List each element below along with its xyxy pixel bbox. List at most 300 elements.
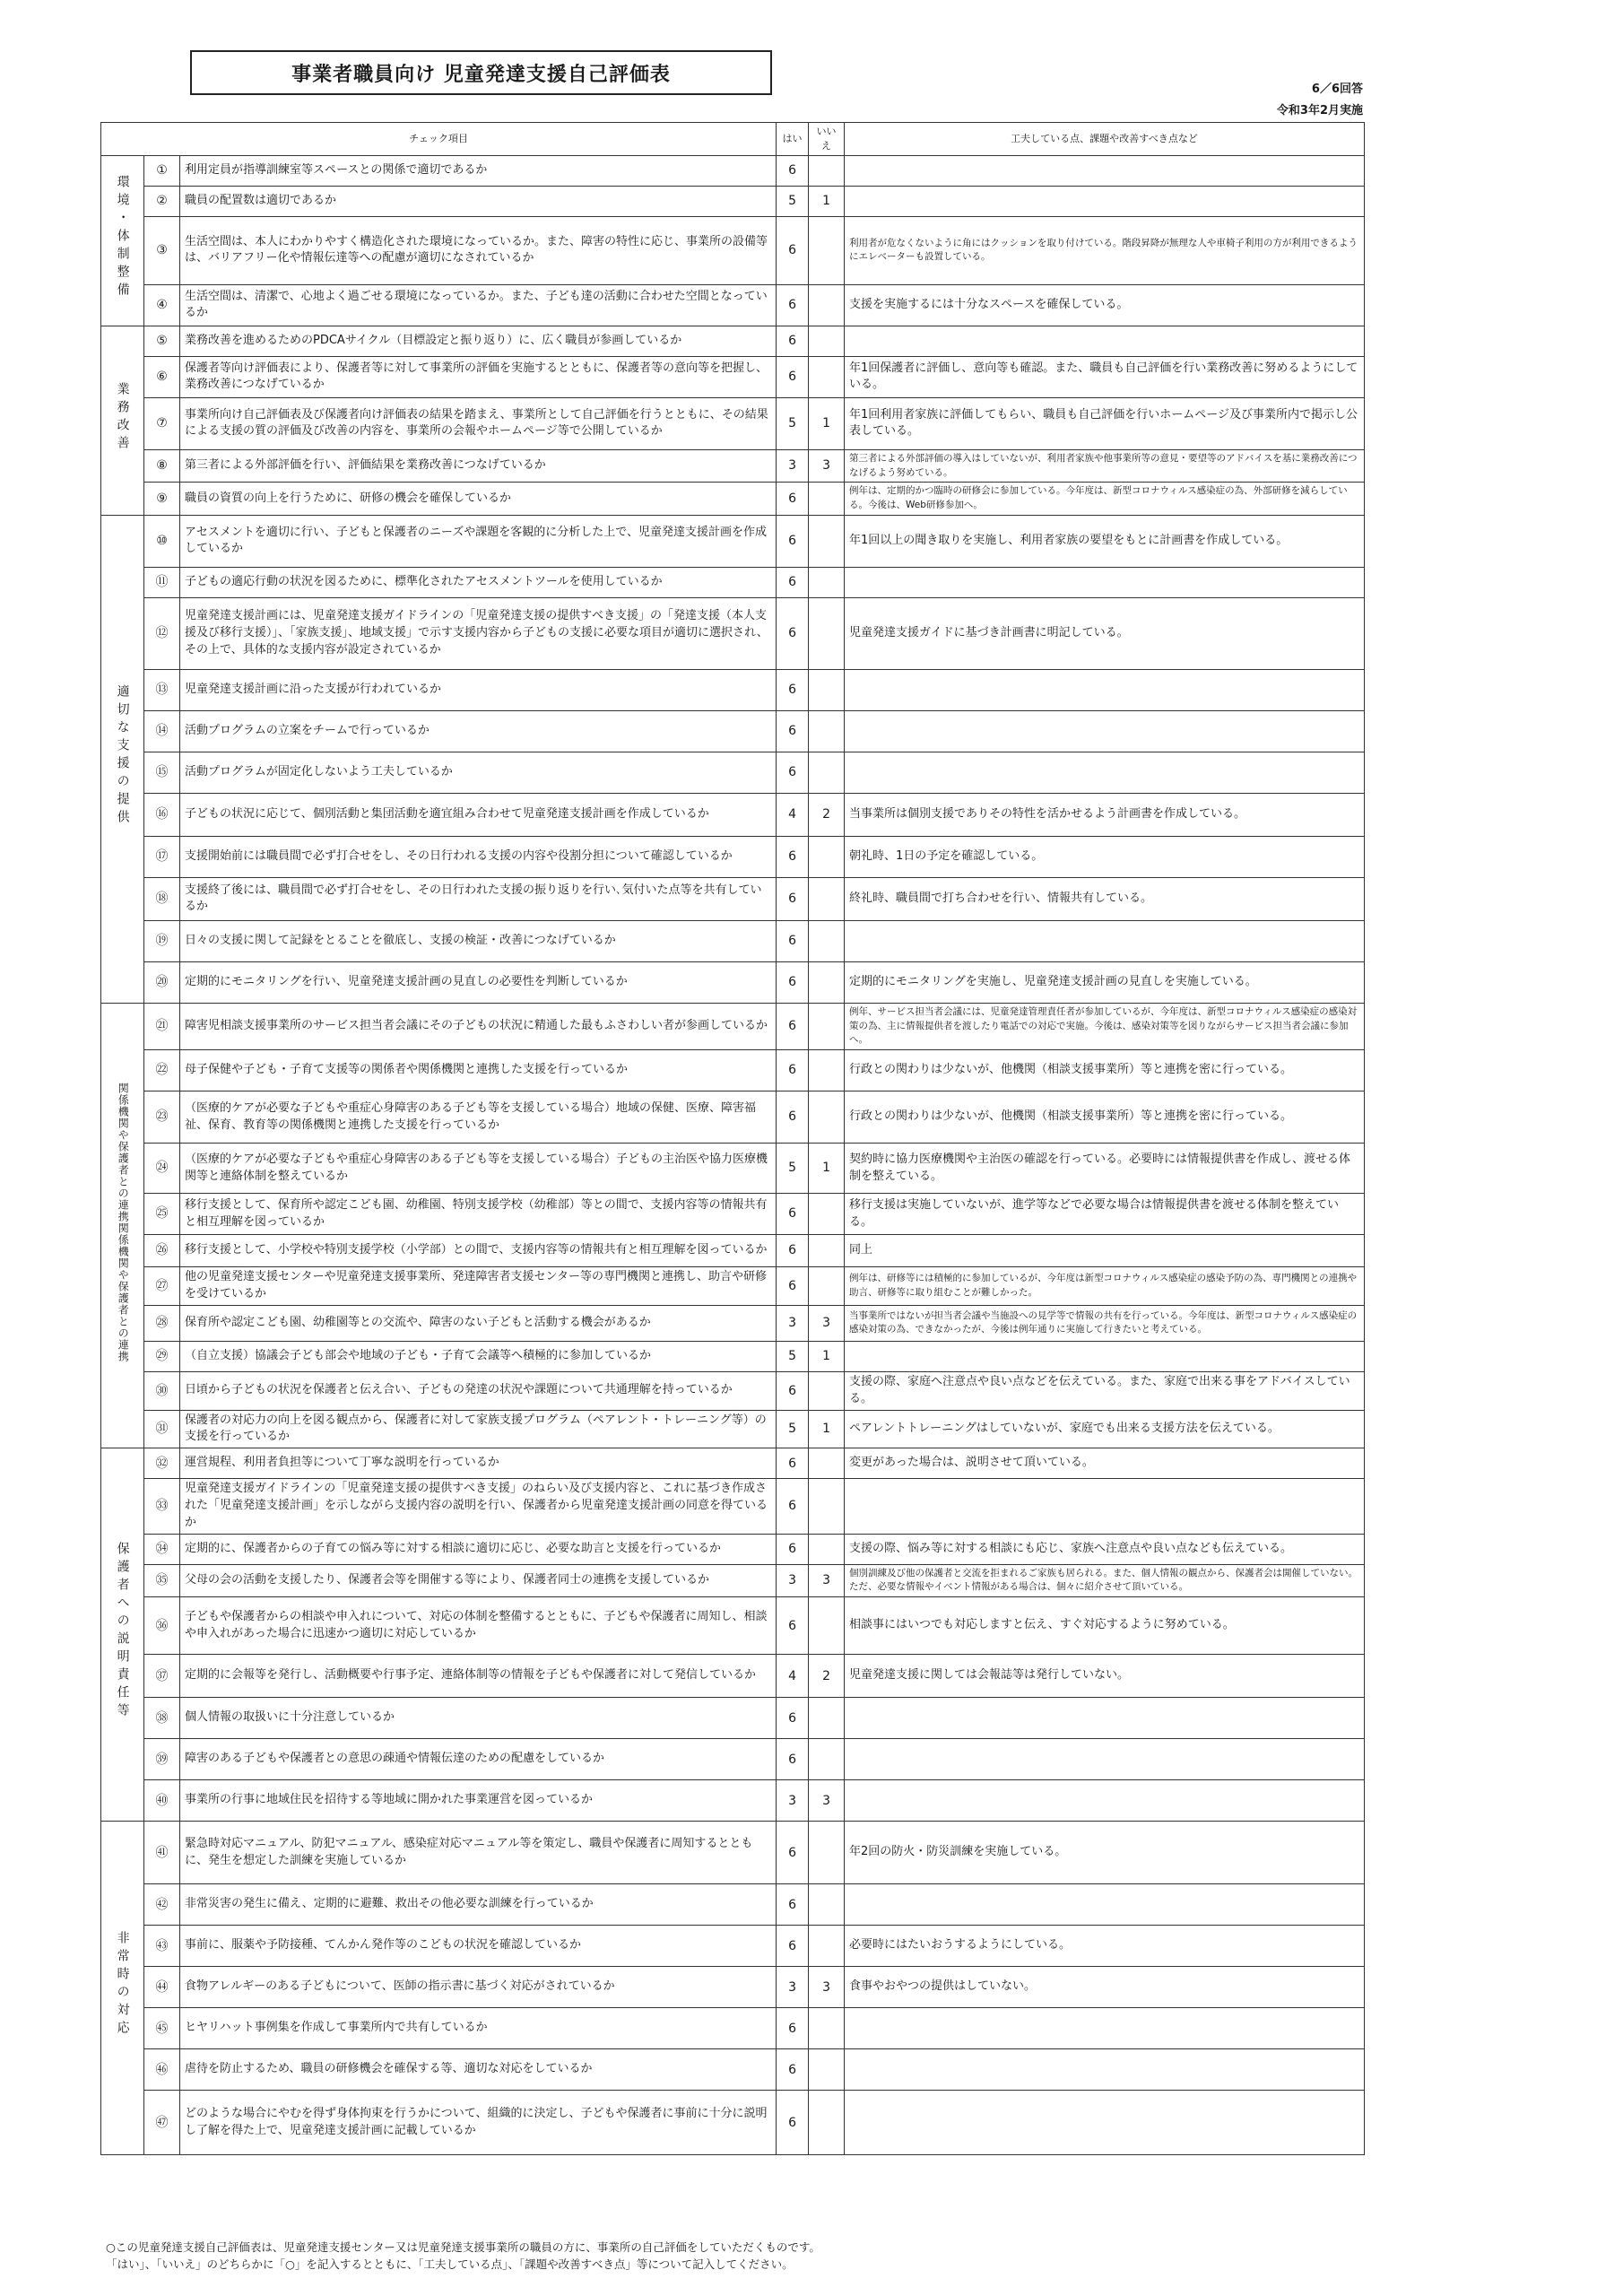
item-number: ㉑	[144, 1003, 180, 1049]
table-row	[101, 567, 1365, 597]
check-item: 食物アレルギーのある子どもについて、医師の指示書に基づく対応がされているか	[180, 1967, 777, 2008]
item-number: ⑭	[144, 710, 180, 752]
check-item: 父母の会の活動を支援したり、保護者会等を開催する等により、保護者同士の連携を支援しているか	[180, 1564, 777, 1597]
item-number: ⑱	[144, 877, 180, 920]
check-item: 生活空間は、清潔で、心地よく過ごせる環境になっているか。また、子ども達の活動に合わせた空間となっているか	[180, 284, 777, 326]
yes-count: 6	[777, 1822, 809, 1884]
yes-count: 6	[777, 1534, 809, 1564]
check-item: 第三者による外部評価を行い、評価結果を業務改善につなげているか	[180, 449, 777, 483]
check-item: 事業所向け自己評価表及び保護者向け評価表の結果を踏まえ、事業所として自己評価を行うとともに、その結果による支援の質の評価及び改善の内容を、事業所の会報やホームページ等で公開しているか	[180, 397, 777, 449]
yes-count: 6	[777, 1479, 809, 1535]
check-item: 運営規程、利用者負担等について丁寧な説明を行っているか	[180, 1448, 777, 1479]
check-item: 職員の資質の向上を行うために、研修の機会を確保しているか	[180, 483, 777, 516]
page-title	[190, 50, 772, 95]
yes-count: 6	[777, 1194, 809, 1235]
item-number: ⑩	[144, 515, 180, 567]
no-count: 1	[809, 397, 845, 449]
yes-count: 6	[777, 1739, 809, 1780]
comment: 例年は、研修等には積極的に参加しているが、今年度は新型コロナウィルス感染症の感染予防の為、専門機関との連携や助言、研修等に取り組むことが難しかった。	[845, 1267, 1365, 1306]
comment: 支援の際、家庭へ注意点や良い点などを伝えている。また、家庭で出来る事をアドバイスしている。	[845, 1371, 1365, 1410]
column-header-item: チェック項目	[101, 123, 777, 156]
no-count	[809, 356, 845, 397]
check-item: 子どもの状況に応じて、個別活動と集団活動を適宜組み合わせて児童発達支援計画を作成しているか	[180, 793, 777, 836]
no-count	[809, 752, 845, 793]
item-number: ㉞	[144, 1534, 180, 1564]
item-number: ㉓	[144, 1091, 180, 1144]
no-count	[809, 961, 845, 1003]
item-number: ㉔	[144, 1144, 180, 1194]
no-count	[809, 877, 845, 920]
table-row	[101, 515, 1365, 567]
no-count	[809, 216, 845, 284]
yes-count: 3	[777, 1305, 809, 1341]
check-item: 定期的に、保護者からの子育ての悩み等に対する相談に適切に応じ、必要な助言と支援を行っているか	[180, 1534, 777, 1564]
check-item: 母子保健や子ども・子育て支援等の関係者や関係機関と連携した支援を行っているか	[180, 1050, 777, 1091]
table-row	[101, 326, 1365, 356]
table-row	[101, 1050, 1365, 1091]
comment: 年2回の防火・防災訓練を実施している。	[845, 1822, 1365, 1884]
yes-count: 5	[777, 397, 809, 449]
check-item: 児童発達支援計画には、児童発達支援ガイドラインの「児童発達支援の提供すべき支援」の「発達支援（本人支援及び移行支援）」、「家族支援」、地域支援」で示す支援内容から子どもの支援に必要な項目が適切に選択され、その上で、具体的な支援内容が設定されているか	[180, 597, 777, 669]
yes-count: 6	[777, 920, 809, 961]
item-number: ⑮	[144, 752, 180, 793]
no-count	[809, 1479, 845, 1535]
no-count	[809, 1739, 845, 1780]
no-count	[809, 597, 845, 669]
comment: 終礼時、職員間で打ち合わせを行い、情報共有している。	[845, 877, 1365, 920]
check-item: 職員の配置数は適切であるか	[180, 186, 777, 216]
category-label	[101, 155, 144, 326]
table-row	[101, 961, 1365, 1003]
check-item: 保育所や認定こども園、幼稚園等との交流や、障害のない子どもと活動する機会があるか	[180, 1305, 777, 1341]
comment: 例年、サービス担当者会議には、児童発達管理責任者が参加しているが、今年度は、新型コロナウィルス感染症の感染対策の為、主に情報提供者を渡したり電話での対応で実施。今後は、感染対策等を図りながらサービス担当者会議に参加へ。	[845, 1003, 1365, 1049]
table-row	[101, 597, 1365, 669]
check-item: 日頃から子どもの状況を保護者と伝え合い、子どもの発達の状況や課題について共通理解を持っているか	[180, 1371, 777, 1410]
no-count	[809, 1050, 845, 1091]
item-number: ⑧	[144, 449, 180, 483]
comment: 変更があった場合は、説明させて頂いている。	[845, 1448, 1365, 1479]
table-row	[101, 397, 1365, 449]
category-label-text: 環境・体制整備	[115, 175, 130, 301]
comment: 朝礼時、1日の予定を確認している。	[845, 836, 1365, 877]
table-row	[101, 710, 1365, 752]
comment: 食事やおやつの提供はしていない。	[845, 1967, 1365, 2008]
check-item: 定期的に会報等を発行し、活動概要や行事予定、連絡体制等の情報を子どもや保護者に対して発信しているか	[180, 1655, 777, 1698]
comment	[845, 1698, 1365, 1739]
item-number: ㊶	[144, 1822, 180, 1884]
no-count: 1	[809, 186, 845, 216]
table-row	[101, 1003, 1365, 1049]
no-count	[809, 836, 845, 877]
yes-count: 6	[777, 1926, 809, 1967]
check-item: （医療的ケアが必要な子どもや重症心身障害のある子ども等を支援している場合）地域の保健、医療、障害福祉、保育、教育等の関係機関と連携した支援を行っているか	[180, 1091, 777, 1144]
yes-count: 6	[777, 1003, 809, 1049]
comment	[845, 155, 1365, 186]
table-row	[101, 1564, 1365, 1597]
item-number: ㊸	[144, 1926, 180, 1967]
yes-count: 5	[777, 1410, 809, 1448]
comment: 行政との関わりは少ないが、他機関（相談支援事業所）等と連携を密に行っている。	[845, 1091, 1365, 1144]
table-row	[101, 1341, 1365, 1371]
footnote-line-2: 「はい」、「いいえ」のどちらかに「○」を記入するとともに、「工夫している点」、「課題や改善すべき点」等について記入してください。	[106, 2257, 794, 2272]
comment: ペアレントトレーニングはしていないが、家庭でも出来る支援方法を伝えている。	[845, 1410, 1365, 1448]
comment: 支援を実施するには十分なスペースを確保している。	[845, 284, 1365, 326]
item-number: ㉒	[144, 1050, 180, 1091]
table-row	[101, 449, 1365, 483]
item-number: ㉛	[144, 1410, 180, 1448]
comment: 第三者による外部評価の導入はしていないが、利用者家族や他事業所等の意見・要望等のアドバイスを基に業務改善につなげるよう努めている。	[845, 449, 1365, 483]
comment: 相談事にはいつでも対応しますと伝え、すぐ対応するように努めている。	[845, 1597, 1365, 1655]
category-label	[101, 515, 144, 1003]
check-item: 虐待を防止するため、職員の研修機会を確保する等、適切な対応をしているか	[180, 2049, 777, 2091]
table-row	[101, 1410, 1365, 1448]
table-row	[101, 1091, 1365, 1144]
table-row	[101, 877, 1365, 920]
table-row	[101, 1780, 1365, 1822]
item-number: ⑬	[144, 669, 180, 710]
comment: 当事業所ではないが担当者会議や当施設への見学等で情報の共有を行っている。今年度は、新型コロナウィルス感染症の感染対策の為、できなかったが、今後は例年通りに実施して行きたいと考えている。	[845, 1305, 1365, 1341]
table-row	[101, 1655, 1365, 1698]
yes-count: 6	[777, 961, 809, 1003]
item-number: ⑪	[144, 567, 180, 597]
table-row	[101, 1448, 1365, 1479]
table-row	[101, 1822, 1365, 1884]
check-item: （自立支援）協議会子ども部会や地域の子ども・子育て会議等へ積極的に参加しているか	[180, 1341, 777, 1371]
table-row	[101, 1144, 1365, 1194]
no-count	[809, 1822, 845, 1884]
table-row	[101, 1597, 1365, 1655]
no-count	[809, 326, 845, 356]
item-number: ㉝	[144, 1479, 180, 1535]
respondents-count: 6／6回答	[1311, 83, 1363, 96]
no-count: 1	[809, 1144, 845, 1194]
comment	[845, 1479, 1365, 1535]
table-row	[101, 186, 1365, 216]
check-item: 支援開始前には職員間で必ず打合せをし、その日行われる支援の内容や役割分担について確認しているか	[180, 836, 777, 877]
no-count	[809, 284, 845, 326]
check-item: 障害児相談支援事業所のサービス担当者会議にその子どもの状況に精通した最もふさわしい者が参画しているか	[180, 1003, 777, 1049]
comment	[845, 2049, 1365, 2091]
check-item: 移行支援として、保育所や認定こども園、幼稚園、特別支援学校（幼稚部）等との間で、支援内容等の情報共有と相互理解を図っているか	[180, 1194, 777, 1235]
check-item: 業務改善を進めるためのPDCAサイクル（目標設定と振り返り）に、広く職員が参画しているか	[180, 326, 777, 356]
table-row	[101, 356, 1365, 397]
item-number: ㉙	[144, 1341, 180, 1371]
table-row	[101, 1698, 1365, 1739]
yes-count: 5	[777, 1341, 809, 1371]
no-count	[809, 567, 845, 597]
no-count	[809, 515, 845, 567]
table-row	[101, 2049, 1365, 2091]
comment: 移行支援は実施していないが、進学等などで必要な場合は情報提供書を渡せる体制を整えている。	[845, 1194, 1365, 1235]
item-number: ㊻	[144, 2049, 180, 2091]
item-number: ⑤	[144, 326, 180, 356]
no-count	[809, 710, 845, 752]
no-count: 2	[809, 1655, 845, 1698]
yes-count: 3	[777, 1967, 809, 2008]
yes-count: 6	[777, 356, 809, 397]
item-number: ㉚	[144, 1371, 180, 1410]
comment	[845, 326, 1365, 356]
evaluation-table	[100, 122, 1365, 2155]
yes-count: 6	[777, 836, 809, 877]
item-number: ②	[144, 186, 180, 216]
yes-count: 6	[777, 877, 809, 920]
table-row	[101, 155, 1365, 186]
comment	[845, 1780, 1365, 1822]
table-row	[101, 2008, 1365, 2049]
table-row	[101, 793, 1365, 836]
item-number: ㊷	[144, 1884, 180, 1926]
yes-count: 5	[777, 186, 809, 216]
check-item: 移行支援として、小学校や特別支援学校（小学部）との間で、支援内容等の情報共有と相互理解を図っているか	[180, 1235, 777, 1267]
table-row	[101, 836, 1365, 877]
no-count	[809, 1534, 845, 1564]
yes-count: 3	[777, 1564, 809, 1597]
comment	[845, 2008, 1365, 2049]
comment: 必要時にはたいおうするようにしている。	[845, 1926, 1365, 1967]
column-header-yes: はい	[777, 123, 809, 156]
check-item: 緊急時対応マニュアル、防犯マニュアル、感染症対応マニュアル等を策定し、職員や保護者に周知するとともに、発生を想定した訓練を実施しているか	[180, 1822, 777, 1884]
check-item: 非常災害の発生に備え、定期的に避難、救出その他必要な訓練を行っているか	[180, 1884, 777, 1926]
table-row	[101, 1235, 1365, 1267]
item-number: ㉗	[144, 1267, 180, 1306]
check-item: 子どもの適応行動の状況を図るために、標準化されたアセスメントツールを使用しているか	[180, 567, 777, 597]
yes-count: 4	[777, 793, 809, 836]
item-number: ㊵	[144, 1780, 180, 1822]
table-row	[101, 669, 1365, 710]
category-label	[101, 1448, 144, 1822]
no-count	[809, 483, 845, 516]
yes-count: 6	[777, 752, 809, 793]
category-label-text: 適切な支援の提供	[115, 684, 130, 829]
item-number: ㊳	[144, 1698, 180, 1739]
table-row	[101, 1884, 1365, 1926]
check-item: 児童発達支援ガイドラインの「児童発達支援の提供すべき支援」のねらい及び支援内容と、これに基づき作成された「児童発達支援計画」を示しながら支援内容の説明を行い、保護者から児童発達支援計画の同意を得ているか	[180, 1479, 777, 1535]
yes-count: 6	[777, 2049, 809, 2091]
check-item: 児童発達支援計画に沿った支援が行われているか	[180, 669, 777, 710]
column-header-no: いいえ	[809, 123, 845, 156]
item-number: ⑦	[144, 397, 180, 449]
yes-count: 6	[777, 1371, 809, 1410]
comment: 年1回利用者家族に評価してもらい、職員も自己評価を行いホームページ及び事業所内で掲示し公表している。	[845, 397, 1365, 449]
no-count	[809, 1267, 845, 1306]
category-label-text: 非常時の対応	[115, 1931, 130, 2039]
check-item: 障害のある子どもや保護者との意思の疎通や情報伝達のための配慮をしているか	[180, 1739, 777, 1780]
table-row	[101, 1926, 1365, 1967]
check-item: （医療的ケアが必要な子どもや重症心身障害のある子ども等を支援している場合）子どもの主治医や協力医療機関等と連絡体制を整えているか	[180, 1144, 777, 1194]
table-row	[101, 1371, 1365, 1410]
page-title-text: 事業者職員向け 児童発達支援自己評価表	[291, 63, 671, 86]
comment	[845, 186, 1365, 216]
yes-count: 6	[777, 216, 809, 284]
no-count	[809, 1235, 845, 1267]
no-count	[809, 1091, 845, 1144]
comment	[845, 669, 1365, 710]
item-number: ㊹	[144, 1967, 180, 2008]
comment	[845, 567, 1365, 597]
item-number: ㊼	[144, 2091, 180, 2155]
no-count	[809, 1371, 845, 1410]
yes-count: 6	[777, 326, 809, 356]
no-count	[809, 920, 845, 961]
column-header-comment: 工夫している点、課題や改善すべき点など	[845, 123, 1365, 156]
check-item: 子どもや保護者からの相談や申入れについて、対応の体制を整備するとともに、子どもや保護者に周知し、相談や申入れがあった場合に迅速かつ適切に対応しているか	[180, 1597, 777, 1655]
check-item: 事業所の行事に地域住民を招待する等地域に開かれた事業運営を図っているか	[180, 1780, 777, 1822]
comment: 同上	[845, 1235, 1365, 1267]
yes-count: 6	[777, 710, 809, 752]
yes-count: 6	[777, 567, 809, 597]
no-count: 2	[809, 793, 845, 836]
yes-count: 6	[777, 1050, 809, 1091]
yes-count: 6	[777, 2091, 809, 2155]
no-count	[809, 155, 845, 186]
no-count: 1	[809, 1410, 845, 1448]
comment: 定期的にモニタリングを実施し、児童発達支援計画の見直しを実施している。	[845, 961, 1365, 1003]
check-item: 支援終了後には、職員間で必ず打合せをし、その日行われた支援の振り返りを行い､気付いた点等を共有しているか	[180, 877, 777, 920]
check-item: 活動プログラムが固定化しないよう工夫しているか	[180, 752, 777, 793]
table-row	[101, 284, 1365, 326]
comment	[845, 1884, 1365, 1926]
yes-count: 6	[777, 1698, 809, 1739]
comment: 利用者が危なくないように角にはクッションを取り付けている。階段昇降が無理な人や車椅子利用の方が利用できるようにエレベーターも設置している。	[845, 216, 1365, 284]
category-label	[101, 326, 144, 515]
check-item: 個人情報の取扱いに十分注意しているか	[180, 1698, 777, 1739]
item-number: ⑯	[144, 793, 180, 836]
item-number: ㊲	[144, 1655, 180, 1698]
yes-count: 5	[777, 1144, 809, 1194]
yes-count: 3	[777, 449, 809, 483]
table-row	[101, 920, 1365, 961]
table-row	[101, 1267, 1365, 1306]
yes-count: 6	[777, 1884, 809, 1926]
check-item: 活動プログラムの立案をチームで行っているか	[180, 710, 777, 752]
item-number: ㉕	[144, 1194, 180, 1235]
no-count	[809, 2008, 845, 2049]
yes-count: 6	[777, 597, 809, 669]
table-row	[101, 1967, 1365, 2008]
category-label	[101, 1822, 144, 2155]
category-label-text: 関係機関や保護者との連携関係機関や保護者との連携	[117, 1083, 130, 1363]
item-number: ㊱	[144, 1597, 180, 1655]
check-item: アセスメントを適切に行い、子どもと保護者のニーズや課題を客観的に分析した上で、児童発達支援計画を作成しているか	[180, 515, 777, 567]
yes-count: 6	[777, 515, 809, 567]
comment: 当事業所は個別支援でありその特性を活かせるよう計画書を作成している。	[845, 793, 1365, 836]
table-row	[101, 483, 1365, 516]
comment	[845, 752, 1365, 793]
comment: 契約時に協力医療機関や主治医の確認を行っている。必要時には情報提供書を作成し、渡せる体制を整えている。	[845, 1144, 1365, 1194]
no-count	[809, 1926, 845, 1967]
item-number: ⑨	[144, 483, 180, 516]
yes-count: 6	[777, 284, 809, 326]
comment	[845, 710, 1365, 752]
table-row	[101, 1739, 1365, 1780]
item-number: ㊴	[144, 1739, 180, 1780]
no-count	[809, 1597, 845, 1655]
check-item: ヒヤリハット事例集を作成して事業所内で共有しているか	[180, 2008, 777, 2049]
item-number: ㉘	[144, 1305, 180, 1341]
no-count: 3	[809, 1564, 845, 1597]
check-item: 保護者の対応力の向上を図る観点から、保護者に対して家族支援プログラム（ペアレント・トレーニング等）の支援を行っているか	[180, 1410, 777, 1448]
comment: 年1回以上の聞き取りを実施し、利用者家族の要望をもとに計画書を作成している。	[845, 515, 1365, 567]
no-count	[809, 1003, 845, 1049]
table-row	[101, 216, 1365, 284]
check-item: 保護者等向け評価表により、保護者等に対して事業所の評価を実施するとともに、保護者等の意向等を把握し、業務改善につなげているか	[180, 356, 777, 397]
check-item: 事前に、服薬や予防接種、てんかん発作等のこどもの状況を確認しているか	[180, 1926, 777, 1967]
no-count	[809, 1448, 845, 1479]
item-number: ③	[144, 216, 180, 284]
no-count	[809, 669, 845, 710]
no-count: 3	[809, 1780, 845, 1822]
table-row	[101, 1479, 1365, 1535]
category-label-text: 業務改善	[115, 381, 130, 454]
no-count: 3	[809, 449, 845, 483]
item-number: ⑳	[144, 961, 180, 1003]
yes-count: 6	[777, 1091, 809, 1144]
comment	[845, 920, 1365, 961]
comment	[845, 2091, 1365, 2155]
item-number: ㊺	[144, 2008, 180, 2049]
comment: 児童発達支援ガイドに基づき計画書に明記している。	[845, 597, 1365, 669]
table-header-row	[101, 123, 1365, 156]
no-count: 3	[809, 1967, 845, 2008]
yes-count: 6	[777, 1448, 809, 1479]
check-item: 日々の支援に関して記録をとることを徹底し、支援の検証・改善につなげているか	[180, 920, 777, 961]
yes-count: 3	[777, 1780, 809, 1822]
survey-date: 令和3年2月実施	[1276, 104, 1363, 117]
yes-count: 6	[777, 1597, 809, 1655]
comment	[845, 1739, 1365, 1780]
no-count	[809, 2091, 845, 2155]
category-label	[101, 1003, 144, 1448]
yes-count: 6	[777, 669, 809, 710]
table-row	[101, 1305, 1365, 1341]
table-row	[101, 1534, 1365, 1564]
yes-count: 6	[777, 1235, 809, 1267]
no-count	[809, 2049, 845, 2091]
item-number: ⑰	[144, 836, 180, 877]
table-row	[101, 1194, 1365, 1235]
item-number: ㉜	[144, 1448, 180, 1479]
comment: 年1回保護者に評価し、意向等も確認。また、職員も自己評価を行い業務改善に努めるようにしている。	[845, 356, 1365, 397]
item-number: ㉖	[144, 1235, 180, 1267]
no-count: 1	[809, 1341, 845, 1371]
item-number: ⑲	[144, 920, 180, 961]
check-item: 定期的にモニタリングを行い、児童発達支援計画の見直しの必要性を判断しているか	[180, 961, 777, 1003]
comment: 例年は、定期的かつ臨時の研修会に参加している。今年度は、新型コロナウィルス感染症の為、外部研修を減らしている。今後は、Web研修参加へ。	[845, 483, 1365, 516]
item-number: ④	[144, 284, 180, 326]
check-item: どのような場合にやむを得ず身体拘束を行うかについて、組織的に決定し、子どもや保護者に事前に十分に説明し了解を得た上で、児童発達支援計画に記載しているか	[180, 2091, 777, 2155]
item-number: ⑫	[144, 597, 180, 669]
check-item: 利用定員が指導訓練室等スペースとの関係で適切であるか	[180, 155, 777, 186]
yes-count: 6	[777, 155, 809, 186]
check-item: 生活空間は、本人にわかりやすく構造化された環境になっているか。また、障害の特性に応じ、事業所の設備等は、バリアフリー化や情報伝達等への配慮が適切になされているか	[180, 216, 777, 284]
no-count	[809, 1698, 845, 1739]
item-number: ①	[144, 155, 180, 186]
item-number: ㉟	[144, 1564, 180, 1597]
no-count	[809, 1194, 845, 1235]
yes-count: 4	[777, 1655, 809, 1698]
footnote-line-1: ○この児童発達支援自己評価表は、児童発達支援センター又は児童発達支援事業所の職員の方に、事業所の自己評価をしていただくものです。	[106, 2240, 820, 2254]
category-label-text: 保護者への説明責任等	[115, 1542, 130, 1722]
check-item: 他の児童発達支援センターや児童発達支援事業所、発達障害者支援センター等の専門機関と連携し、助言や研修を受けているか	[180, 1267, 777, 1306]
comment	[845, 1341, 1365, 1371]
no-count	[809, 1884, 845, 1926]
comment: 個別訓練及び他の保護者と交流を拒まれるご家族も居られる。また、個人情報の観点から、保護者会は開催していない。ただ、必要な情報やイベント情報がある場合は、個々に紹介させて頂いている。	[845, 1564, 1365, 1597]
yes-count: 6	[777, 2008, 809, 2049]
comment: 支援の際、悩み等に対する相談にも応じ、家族へ注意点や良い点なども伝えている。	[845, 1534, 1365, 1564]
yes-count: 6	[777, 1267, 809, 1306]
table-row	[101, 2091, 1365, 2155]
